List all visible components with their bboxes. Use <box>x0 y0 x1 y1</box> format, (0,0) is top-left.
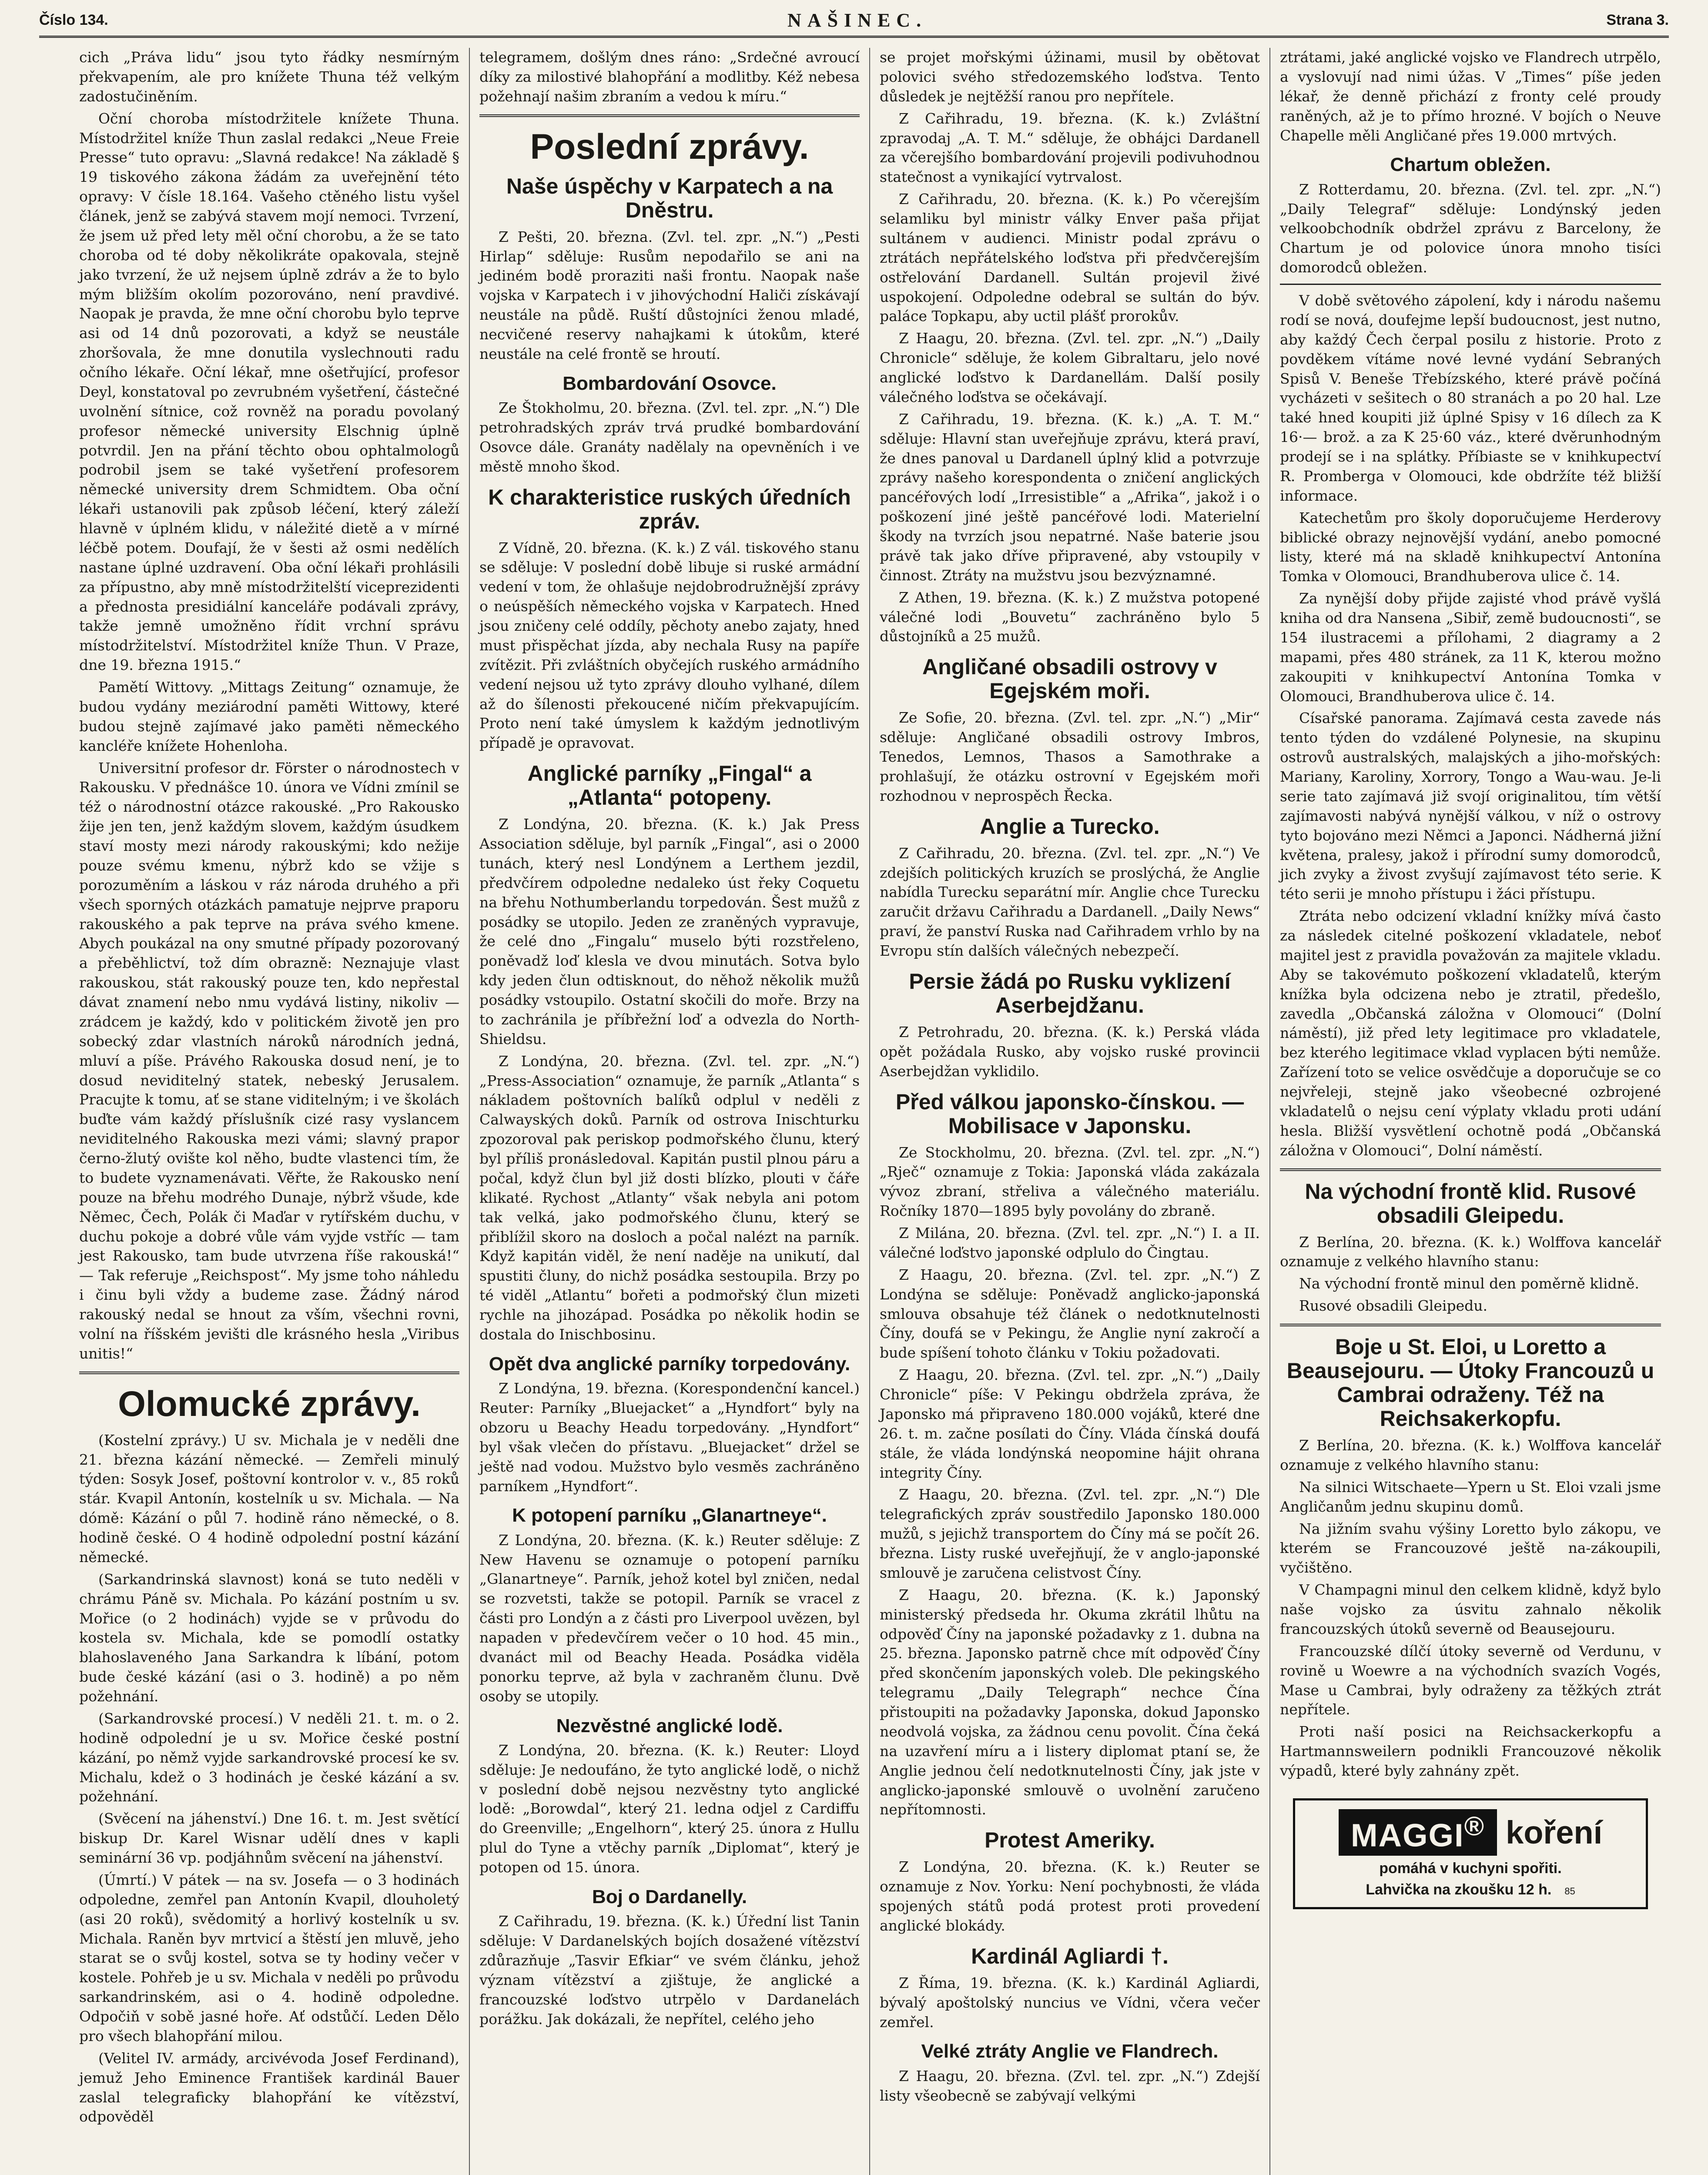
page-number: Strana 3. <box>1606 11 1669 28</box>
article-witte-memoirs: Pamětí Wittovy. „Mittags Zeitung“ oznamuje, že budou vydány meziárodní paměti Wittowy, které budou stejně zajímavé jako paměti německého kancléře knížete Hohenloha. <box>79 679 459 754</box>
article-missing-ships: Z Londýna, 20. března. (K. k.) Reuter: Lloyd sděluje: Je nedoufáno, že tyto anglické lodě, o nichž v poslední době nejsou nezvěstny tyto anglické lodě: „Borowdal“, který 21. ledna odjel z Cardiffu do Greenville; „Engelhorn“, který 25. února z Hullu plul do Tyne a vtěchy parník „Diplomat“, který je potopen od 15. února. <box>479 1741 860 1876</box>
article-reichsackerkopf: Proti naší posici na Reichsackerkopfu a Hartmannsweilern podnikli Francouzové několik výpadů, které byly zahnány zpět. <box>1280 1723 1661 1780</box>
headline-america-protest: Protest Ameriky. <box>985 1828 1155 1853</box>
ad-sample-price <box>1299 1881 1641 1898</box>
ad-brand-logo <box>1339 1809 1497 1856</box>
ad-brand-row <box>1299 1809 1641 1856</box>
ad-registered-mark: ® <box>1464 1811 1485 1841</box>
headline-two-steamers: Opět dva anglické parníky torpedovány. <box>489 1353 851 1375</box>
article-dardanelles: Z Cařihradu, 19. března. (K. k.) Úřední list Tanin sděluje: V Dardanelských bojích dosažené vítězství zdůrazňuje „Tasvir Efkiar“ ve svém článku, jehož význam vítězství a zjištuje, že anglické a francouzské loďstvo utrpělo v Dardanelách porážku. Jak dokázali, že nepřítel, celého jeho <box>479 1913 860 2028</box>
article-russian-reports: Z Vídně, 20. března. (K. k.) Z vál. tiskového stanu se sděluje: V poslední době libuje si ruské armádní vedení v tom, že ohlašuje nejdobrodružnější zprávy o neúspěších německého vojska v Karpatech. Hned jsou zničeny celé oddíly, pěchoty anebo zajaty, hned must přispěchat jízda, aby nechala Rusy na papíře zvítězit. Při zvláštních obyčejích ruského armádního vedení nejsou už tyto zprávy dlouho vylhané, dílem až do šílenosti překoucené ničím překvapujícím. Proto není také úmyslem k každým jednotlivým případě je opravovat. <box>479 539 860 752</box>
article-glanartney: Z Londýna, 20. března. (K. k.) Reuter sděluje: Z New Havenu se oznamuje o potopení parníku „Glanartneye“. Parník, jehož kotel byl zničen, nedal se rozvetsti, takže se potopil. Parník se vracel z části pro Londýn a z části pro Liverpool uvězen, byl napaden v předevčírem večer o 10 hod. 45 min., dvanáct mil od Beachy Heada. Posádka viděla ponorku teprve, až byla v zachraněm člunu. Dvě osoby se utopily. <box>479 1531 860 1705</box>
column-4 <box>1270 48 1671 2175</box>
article-constantinople-2: Z Cařihradu, 20. března. (K. k.) Po včerejším selamliku byl ministr války Enver paša přijat sultánem v audienci. Ministr podal zprávu o ztrátách nepřátelského loďstva při předvčerejším ostřelování Dardanell. Sultán projevil živé uspokojení. Odpoledne odebral se sultán do býv. paláce Topkapu, aby uctil plášť prorokův. <box>880 191 1260 325</box>
article-flanders-cont: ztrátami, jaké anglické vojsko ve Flandrech utrpělo, a vyslovují nad nimi úžas. V „Times“ píše jeden lékař, že denně přichází z fronty celé proudy raněných, až je to přímo hrozné. V bojích o Neuve Chapelle měli Angličané přes 19.000 mrtvých. <box>1280 49 1661 144</box>
headline-aegean-islands: Angličané obsadili ostrovy v Egejském moři. <box>922 655 1217 703</box>
column-2 <box>470 48 870 2175</box>
article-thun-eye: Oční choroba místodržitele knížete Thuna. Místodržitel kníže Thun zaslal redakci „Neue Freie Presse“ tuto opravu: „Slavná redakce! Na základě § 19 tiskového zákona žádám za uveřejnění této opravy: V čísle 18.164. Vašeho ctěného listu vyšel článek, jenž se zabývá stavem mojí nemoci. Tvrzení, že jsem už před lety měl oční chorobu, a že se tato choroba od té doby několikráte opakovala, stejně jako tvrzení, že už nejsem úplně zdráv a že to bylo mým bližším okolím pozorováno, není pravdivé. Naopak je pravda, že mne oční chorobu bylo teprve asi od 14 dnů pozorovati, a když se neustále zhoršovala, že mne donutila vyslechnouti radu očního lékaře. Oční lékař, mne ošetřující, profesor Deyl, konstatoval po zevrubném vyšetření, částečné uvolnění sítnice, což rovněž na poradu povolaný profesor německé university Elschnig úplně potvrdil. Jen na přání těchto obou ophtalmologů podrobil jsem se také vyšetření profesorem německé university drem Schmidtem. Oba oční lékaři ustanovili pak způsob léčení, který záleží hlavně v úplném klidu, v náležité dietě a v mírné léčbě potem. Doufají, že v šesti až osmi nedělích nastane úplné uzdravení. Oba oční lékaři prohlásili za přípustno, aby mně místodržitelští viceprezidenti a přednosta presidiální kanceláře podávali zprávy, takže jemně umožněno řídit vrchní správu místodržitelství. Místodržitel kníže Thun. V Praze, dne 19. března 1915.“ <box>79 110 459 674</box>
article-gleipeda: Rusové obsadili Gleipedu. <box>1299 1297 1487 1315</box>
article-foerster: Universitní profesor dr. Förster o národnostech v Rakousku. V přednášce 10. února ve Vídni zmínil se též o národnostní otázce rakouské. „Pro Rakousko žije jen ten, jenž každým slovem, každým úsudkem staví mosty mezi národy rakouskými; kdo nežije pouze svému kmenu, nýbrž kdo se vžije s porozuměním a láskou v ráz národa druhého a při všech sporných otázkách pamatuje nejprve praporu rakouského a pak teprve na práva svého kmene. Abych poukázal na ony smutné případy pozorovaný a přeběhlictví, tož dím obrazně: Neznajuje vlast rakouskou, stát rakouský pouze ten, kdo nepřestal dávat znamení nebo nmu vydává listiny, nikoliv — zrádcem je každý, kdo v politickém životě jen pro sobecký zdar vlastních nároků národních jedná, mluví a píše. Právého Rakouska dosud není, je to dosud neviditelný statek, nebeský Jerusalem. Pracujte k tomu, ať se stane viditelným; i ve školách buďte vám každý příslušník cizé rasy vyslancem neviditelného Rakouska mezi vámi; slavný prapor černo-žlutý ovište kol něho, budte vlastenci tím, že to budete vyznamenávati. Věřte, že Rakousko není pouze na břehu modrého Dunaje, nýbrž všude, kde Němec, Čech, Polák či Maďar v rytířském duchu, v duchu pokoje a dobré vůle vám vyjde vstříc — tam jest Rakousko, tam bude utvrzena říše rakouská!“ — Tak referuje „Reichspost“. My jsme toho náhledu i činu byli vždy a budeme zase. Žádný národ rakouský nedal se hnout za vším, všechni rovni, volní na říšském jevišti dle krásného hesla „Viribus unitis!“ <box>79 759 459 1362</box>
headline-osovec: Bombardování Osovce. <box>563 372 777 394</box>
notice-benes-works: V době světového zápolení, kdy i národu našemu rodí se nová, doufejme lepší budoucnost, jest nutno, aby každý Čech čerpal posilu z historie. Proto z povděkem vítáme nové levné vydání Sebraných Spisů V. Beneše Třebízského, které právě počíná vycházeti v sešitech o 80 stranách a po 20 hal. Lze také hned koupiti již úplné Spisy v 16 dílech za K 16·— brož. a za K 25·60 váz., které dvěrunhodným prodejí se i na splátky. Příbiaste se v knihkupectví R. Promberga v Olomouci, kde obdržíte též bližší informace. <box>1280 292 1661 504</box>
article-death: (Úmrtí.) V pátek — na sv. Josefa — o 3 hodinách odpoledne, zemřel pan Antonín Kvapil, dlouholetý (asi 20 roků), svědomitý a horlivý kostelník u sv. Michala. Raněn byv mrtvicí a štěstí jen mluvě, jeho starat se o svůj kostel, sotva se ty hodiny večer v kostele. Pohřeb je u sv. Michala v neděli po průvodu sarkandrinském, asi o 4. hodině odpoledne. Odpočiň v sobě jasné hoře. Ať odstůčí. Leden Dělo pro všech blahopřání milou. <box>79 1871 459 2044</box>
headline-england-turkey: Anglie a Turecko. <box>980 814 1160 839</box>
article-constantinople-3: Z Cařihradu, 19. března. (K. k.) „A. T. M.“ sděluje: Hlavní stan uveřejňuje zprávu, která praví, že dnes panoval u Dardanell úplný klid a potvrzuje zprávy našeho korespondenta o zničení anglických pancéřových lodí „Irresistible“ a „Afrika“, jakož i o poškození jiné ještě pancéřové lodi. Materielní škody na tvrzích jsou nepatrné. Naše baterie jsou právě tak jako dříve připravené, aby vstoupily v činnost. Ztráty na mužstvu jsou bezvýznamné. <box>880 410 1260 584</box>
headline-russian-reports: K charakteristice ruských úředních zpráv. <box>488 485 851 533</box>
article-america-protest: Z Londýna, 20. března. (K. k.) Reuter se oznamuje z Nov. Yorku: Není pochybnosti, že vláda spojených států podá protest proti provedení anglické blokády. <box>880 1858 1260 1934</box>
section-heading-latest: Poslední zprávy. <box>530 127 809 167</box>
headline-khartoum: Chartum obležen. <box>1390 154 1551 176</box>
headline-japan-china: Před válkou japonsko-čínskou. — Mobilisace v Japonsku. <box>895 1089 1244 1138</box>
article-flanders-losses: Z Haagu, 20. března. (Zvl. tel. zpr. „N.“) Zdejší listy všeobecně se zabývají velkými <box>880 2067 1260 2104</box>
headline-fingal-atlanta: Anglické parníky „Fingal“ a „Atlanta“ potopeny. <box>527 761 812 810</box>
section-divider <box>479 114 860 117</box>
headline-glanartney: K potopení parníku „Glanartneye“. <box>512 1505 827 1526</box>
article-eastern-front-quiet: Na východní frontě minul den poměrně klidně. <box>1299 1275 1639 1292</box>
headline-dardanelles: Boj o Dardanelly. <box>592 1886 747 1907</box>
article-khartoum: Z Rotterdamu, 20. března. (Zvl. tel. zpr. „N.“) „Daily Telegraf“ sděluje: Londýnský jeden velkoobchodník obdržel zprávu z Barcelony, že Chartum je od polovice února mnoho tisíci domorodců obležen. <box>1280 181 1661 276</box>
article-aegean-islands: Ze Sofie, 20. března. (Zvl. tel. zpr. „N.“) „Mir“ sděluje: Angličané obsadili ostrovy Imbros, Tenedos, Lemnos, Thasos a Samothrake a prohlašují, že otázku ostrovní v Egejském moři rozhodnou v neprospěch Řecka. <box>880 709 1260 804</box>
masthead-title: NAŠINEC. <box>787 9 928 31</box>
page-header <box>39 4 1669 38</box>
headline-st-eloi: Boje u St. Eloi, u Loretto a Beausejouru. — Útoky Francouzů u Cambrai odraženy. Též na Reichsakerkopfu. <box>1286 1335 1654 1431</box>
section-divider <box>79 1372 459 1374</box>
article-archduke: (Velitel IV. armády, arcivévoda Josef Ferdinand), jemuž Jeho Eminence František kardinál Bauer zaslal telegraficky blahopřání ke vítězství, odpověděl <box>79 2049 459 2125</box>
article-church-news: (Kostelní zprávy.) U sv. Michala je v neděli dne 21. března kázání německé. — Zemřeli minulý týden: Sosyk Josef, poštovní kontrolor v. v., 85 roků stár. Kvapil Antonín, kostelník u sv. Michala. — Na dómě: Kázání o půl 7. hodině ráno německé, o 8. hodině české. O 4 hodině odpolední postní kázání německé. <box>79 1431 459 1566</box>
ad-sample-price-text: Lahvička na zkoušku 12 h. <box>1366 1881 1552 1898</box>
column-3 <box>870 48 1270 2175</box>
headline-missing-ships: Nezvěstné anglické lodě. <box>556 1715 783 1737</box>
article-text: cich „Práva lidu“ jsou tyto řádky nesmírným překvapením, ale pro knížete Thuna též velkým zadostučiněním. <box>79 49 459 105</box>
article-agliardi: Z Říma, 19. března. (K. k.) Kardinál Agliardi, bývalý apoštolský nuncius ve Vídni, včera večer zemřel. <box>880 1974 1260 2031</box>
section-divider <box>1280 1324 1661 1326</box>
ad-slogan: pomáhá v kuchyni spořiti. <box>1379 1860 1562 1877</box>
headline-eastern-front: Na východní frontě klid. Rusové obsadili Gleipedu. <box>1305 1179 1636 1228</box>
article-dardanelles-cont: se projet mořskými úžinami, musil by obětovat polovici svého středozemského loďstva. Tento důsledek je nejtěžší ranou pro nepřítele. <box>880 49 1260 105</box>
article-japan-3: Z Haagu, 20. března. (Zvl. tel. zpr. „N.“) Z Londýna se sděluje: Poněvadž anglicko-japonská smlouva obsahuje též článek o nedotknutelnosti Číny, doufá se v Pekingu, že Anglie nyní zakročí a bude spíšení tohoto článku v Tokiu požadovati. <box>880 1266 1260 1362</box>
article-st-eloi: Na silnici Witschaete—Ypern u St. Eloi vzali jsme Angličanům jednu skupinu domů. <box>1280 1478 1661 1515</box>
article-japan-2: Z Milána, 20. března. (Zvl. tel. zpr. „N.“) I. a II. válečné loďstvo japonské odplulo do Čingtau. <box>880 1225 1260 1261</box>
headline-carpathians: Naše úspěchy v Karpatech a na Dněstru. <box>506 174 833 222</box>
article-osovec: Ze Štokholmu, 20. března. (Zvl. tel. zpr. „N.“) Dle petrohradských zpráv trvá prudké bombardování Osovce dále. Granáty nadělaly na opevněních i ve městě mnoho škod. <box>479 399 860 475</box>
notice-savings-book: Ztráta nebo odcizení vkladní knížky mívá často za následek citelné poškození vkladatele, neboť majitel jest z pravidla považován za majitele vkladu. Aby se takovémuto poškození vkladatelů, kterým knížka byla odcizena nebo je ztratil, předešlo, zavedla „Občanská záložna v Olomouci“ (Dolní náměstí), již před lety legitimace pro vkladatele, bez kterého legitimace vklad vyplacen býti nemůže. Zařízení toto se velice osvědčuje a doporučuje se co nejvřeleji, stejně jako všeobecné ozbrojené vkladatelů o nejsu cení výplaty vkladu proti udání hesla. Bližší vysvětlení ochotně podá „Občanská záložna v Olomouci“, Dolní náměstí. <box>1280 907 1661 1159</box>
article-sarkandr-procession: (Sarkandrovské procesí.) V neděli 21. t. m. o 2. hodině odpolední je u sv. Mořice české postní kázání, po němž vyjde sarkandrovské procesí ke sv. Michalu, kdež o 3 hodinách je české kázání a sv. požehnání. <box>79 1710 459 1805</box>
article-atlanta: Z Londýna, 20. března. (Zvl. tel. zpr. „N.“) „Press-Association“ oznamuje, že parník „Atlanta“ s nákladem poštovních balíků odplul v neděli z Calwayských doků. Parník od ostrova Inischturku zpozoroval pak periskop podmořského člunu, který byl příliš pronásledoval. Kapitán pustil plnou páru a počal, když člun byl již dosti blízko, plouti v čáře klikaté. Rychost „Atlanty“ však nebyla ani potom tak velká, jako podmořského člunu, který se přiblížil skoro na dosloch a počal nalézt na parník. Když kapitán viděl, že není naděje na unikutí, dal spustiti čluny, do nichž posádka sestoupila. Brzy po té viděl „Atlantu“ bořeti a podmořský člun mizeti rychle na jihozápad. Posádka po několik hodin se dostala do Inischbosinu. <box>479 1052 860 1343</box>
ad-product-word: koření <box>1506 1814 1603 1850</box>
article-gibraltar: Z Haagu, 20. března. (Zvl. tel. zpr. „N.“) „Daily Chronicle“ sděluje, že kolem Gibraltaru, jelo nové anglické loďstvo k Dardanellám. Další posily válečného loďstva se očekávají. <box>880 330 1260 405</box>
article-champagne: V Champagni minul den celkem klidně, když bylo naše vojsko za úsvitu zahnalo několik francouzských útoků severně od Beausejouru. <box>1280 1581 1661 1637</box>
article-verdun: Francouzské dílčí útoky severně od Verdunu, v rovině u Woewre a na východních svazích Vogés, Mase u Cambrai, byly odraženy za těžkých ztrát nepřítele. <box>1280 1642 1661 1718</box>
headline-persia: Persie žádá po Rusku vyklizení Aserbejdžanu. <box>909 969 1231 1017</box>
article-loretto: Na jižním svahu výšiny Loretto bylo zákopu, ve kterém se Francouzové ještě na-zákoupili, vyčištěno. <box>1280 1520 1661 1576</box>
columns <box>70 48 1671 2175</box>
headline-agliardi: Kardinál Agliardi †. <box>971 1944 1169 1968</box>
article-fingal: Z Londýna, 20. března. (K. k.) Jak Press Association sděluje, byl parník „Fingal“, asi o 2000 tunách, který nesl Londýnem a Lerthem jezdil, předvčírem odpoledne nedaleko úst řeky Coquetu na břehu Nothumberlandu torpedován. Šest mužů z posádky se utopilo. Jeden ze zraněných vypravuje, že celé dno „Fingalu“ muselo býti rozstřeleno, poněvadž loď klesla ve dvou minutách. Sotva bylo kdy jeden člun odtisknout, do něhož několik mužů posádky vstoupilo. Ostatní skočili do moře. Brzy na to zachránila je příbřežní loď a odvezla do North-Shieldsu. <box>479 816 860 1047</box>
notice-panorama: Císařské panorama. Zajímavá cesta zavede nás tento týden do vzdálené Polynesie, na skupinu ostrovů australských, malajských a jiho-mořských: Mariany, Karoliny, Xorrory, Tongo a Wau-wau. Je-li serie tato zajímavá již svojí originalitou, tím větší zajímavosti nabývá nynější válkou, v níž o ostrovy tyto bojováno mezi Němci a Japonci. Nádherná jižní květena, pralesy, jakož i přírodní sumy domorodců, jich zvyky a živost zvyšují zajímavost této serie. K této serii je mnoho přístupu i žáci přístupu. <box>1280 709 1661 903</box>
article-berlin-1: Z Berlína, 20. března. (K. k.) Wolffova kancelář oznamuje z velkého hlavního stanu: <box>1280 1233 1661 1270</box>
section-heading-olomouc: Olomucké zprávy. <box>118 1384 421 1424</box>
article-ordination: (Svěcení na jáhenství.) Dne 16. t. m. Jest světící biskup Dr. Karel Wisnar udělí dnes v kapli seminární 36 vp. podjáhnům svěcení na jáhenství. <box>79 1810 459 1867</box>
section-divider <box>1280 1168 1661 1171</box>
article-japan-4: Z Haagu, 20. března. (Zvl. tel. zpr. „N.“) „Daily Chronicle“ píše: V Pekingu obdržela zpráva, že Japonsko má připraveno 180.000 vojáků, které dne 26. t. m. začne posílati do Číny. Vláda čínská doufá stále, že vláda londýnská neopomine hájit ohrana integrity Číny. <box>880 1366 1260 1481</box>
article-persia: Z Petrohradu, 20. března. (K. k.) Perská vláda opět požádala Rusko, aby vojsko ruské provincii Aserbejdžan vyklidilo. <box>880 1023 1260 1080</box>
issue-number: Číslo 134. <box>39 11 108 28</box>
article-bouvet: Z Athen, 19. března. (K. k.) Z mužstva potopené válečné lodi „Bouvetu“ zachráněno bylo 5 důstojníků a 25 mužů. <box>880 589 1260 645</box>
section-divider <box>1280 284 1661 285</box>
article-constantinople-1: Z Cařihradu, 19. března. (K. k.) Zvláštní zpravodaj „A. T. M.“ sděluje, že obhájci Dardanell za včerejšího bombardování projevili podivuhodnou statečnost a vynikající vytrvalost. <box>880 110 1260 186</box>
headline-flanders-losses: Velké ztráty Anglie ve Flandrech. <box>921 2041 1219 2062</box>
ad-code: 85 <box>1564 1885 1575 1897</box>
article-berlin-2: Z Berlína, 20. března. (K. k.) Wolffova kancelář oznamuje z velkého hlavního stanu: <box>1280 1437 1661 1473</box>
article-japan-5: Z Haagu, 20. března. (Zvl. tel. zpr. „N.“) Dle telegrafických zpráv soustředilo Japonsko 180.000 mužů, s jejichž transportem do Číny má se počít 26. března. Listy ruské uveřejňují, že v anglo-japonské smlouvě je zaručena celistvost Číny. <box>880 1486 1260 1581</box>
notice-herder-pictures: Katechetům pro školy doporučujeme Herderovy biblické obrazy nejnovější vydání, anebo pomocné listy, které má na skladě knihkupectví Antonína Tomka v Olomouci, Brandhuberova ulice č. 14. <box>1280 509 1661 585</box>
article-carpathians: Z Pešti, 20. března. (Zvl. tel. zpr. „N.“) „Pesti Hirlap“ sděluje: Rusům nepodařilo se ani na jediném bodě proraziti naši frontu. Naopak naše vojska v Karpatech i v jihovýchodní Haliči získávají neustále na půdě. Ruští důstojníci ženou mladé, necvičené reservy nahajkami k útokům, které neustále na celé frontě se hroutí. <box>479 228 860 362</box>
maggi-advertisement <box>1293 1798 1648 1909</box>
notice-nansen-book: Za nynější doby přijde zajisté vhod právě vyšlá kniha od dra Nansena „Sibiř, země budoucnosti“, se 154 ilustracemi a přílohami, 2 diagramy a 2 mapami, přes 480 stránek, za 11 K, kterou možno zakoupiti v knihkupectví Antonína Tomka v Olomouci, Brandhuberova ulice č. 14. <box>1280 590 1661 705</box>
article-england-turkey: Z Cařihradu, 20. března. (Zvl. tel. zpr. „N.“) Ve zdejších politických kruzích se proslýchá, že Anglie nabídla Turecku separátní mír. Anglie chce Turecku zaručit državu Cařihradu a Dardanell. „Daily News“ praví, že panství Ruska nad Cařihradem vrhlo by na Evropu stín dalších válečných nebezpečí. <box>880 844 1260 959</box>
ad-brand-name: MAGGI <box>1350 1817 1464 1854</box>
article-japan-6: Z Haagu, 20. března. (K. k.) Japonský ministerský předseda hr. Okuma zkrátil lhůtu na odpověď Číny na japonské požadavky z 1. dubna na 25. března. Japonsko patrně chce mít odpověď Číny před skončením japonských voleb. Dle pekingského telegramu „Daily Telegraph“ nechce Čína přistoupiti na požadavky Japonska, dokud Japonsko neodvolá vojska, za žádnou cenu povolit. Čína čeká na uzavření míru a i listery diplomat ptaní se, že Anglie jednou čelí nedotknutelnosti Číny, jak jste v anglicko-japonské smlouvě o uvolnění zaručeno nepřítomnosti. <box>880 1586 1260 1818</box>
column-1 <box>70 48 470 2175</box>
article-sarkandr-feast: (Sarkandrinská slavnost) koná se tuto neděli v chrámu Páně sv. Michala. Po kázání postním u sv. Mořice (o 2 hodinách) vyjde se v průvodu do kostela sv. Michala, kde se pomodlí ostatky blahoslaveného Jana Sarkandra k líbání, potom bude české kázání (asi o 3. hodině) a po něm požehnání. <box>79 1570 459 1705</box>
article-japan-1: Ze Stockholmu, 20. března. (Zvl. tel. zpr. „N.“) „Rječ“ oznamuje z Tokia: Japonská vláda zakázala vývoz zbraní, střeliva a válečného materiálu. Ročníky 1870—1895 byly povolány do zbraně. <box>880 1144 1260 1220</box>
article-two-steamers: Z Londýna, 19. března. (Korespondenční kancel.) Reuter: Parníky „Bluejacket“ a „Hyndfort“ byly na obzoru u Beachy Headu torpedovány. „Hyndfort“ byl však vlečen do přístavu. „Bluejacket“ držel se ještě nad vodou. Mužstvo bylo vesměs zachráněno parníkem „Hyndfort“. <box>479 1380 860 1495</box>
article-telegram: telegramem, došlým dnes ráno: „Srdečné avroucí díky za milostivé blahopřání a modlitby. Kéž nebesa požehnají našim zbraním a vedou k míru.“ <box>479 49 860 105</box>
